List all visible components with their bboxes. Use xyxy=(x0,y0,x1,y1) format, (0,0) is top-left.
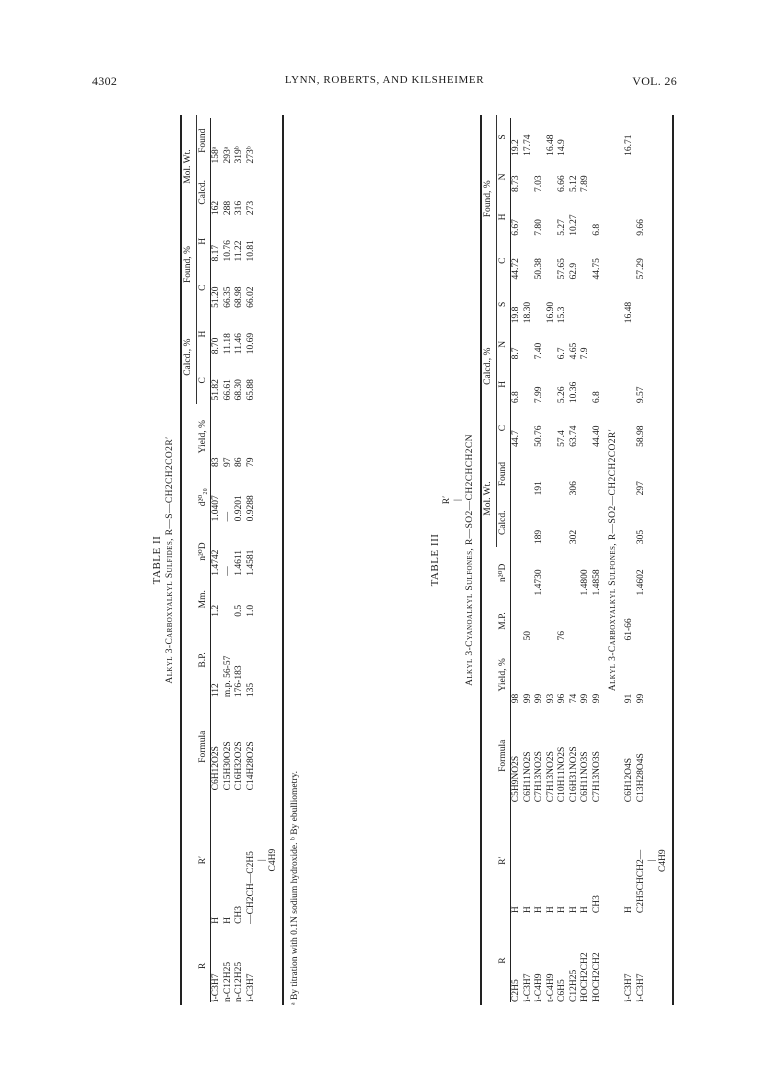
cell-found-s: 16.48 xyxy=(545,134,556,156)
cell-nd: 1.4730 xyxy=(534,569,544,596)
table-row xyxy=(592,115,604,1005)
cell-calcd-n xyxy=(592,326,604,362)
cell-r: HOCH2CH2 xyxy=(580,952,590,1002)
table-ii-caption: Alkyl 3-Carboxyalkyl Sulfides, R—S—CH2CH2CO2R′ xyxy=(165,436,175,684)
table-row xyxy=(580,115,592,1005)
cell-molwt-found xyxy=(546,450,558,498)
cell-formula: C6H11NO3S xyxy=(580,751,590,803)
cell-found-h: 6.67 xyxy=(511,219,521,236)
cell-yield: 93 xyxy=(545,693,556,704)
cell-calcd-s: 18.30 xyxy=(522,301,533,324)
cell-yield: 86 xyxy=(234,457,244,467)
cell-calcd-n xyxy=(636,326,670,362)
cell-calcd-h: 10.36 xyxy=(568,381,579,404)
table-row xyxy=(624,115,636,1005)
col-calcd-h: H xyxy=(497,380,508,388)
table-row xyxy=(569,115,581,1005)
cell-found-h xyxy=(580,195,592,239)
cell-calcd-h: 5.26 xyxy=(557,386,567,404)
cell-mp xyxy=(546,599,558,644)
cell-found-h: 10.27 xyxy=(568,214,579,236)
cell-molwt-calcd xyxy=(624,498,636,547)
cell-molwt-found: 297 xyxy=(635,481,646,496)
cell-found-c: 51.20 xyxy=(211,286,221,308)
cell-calcd-n: 7.9 xyxy=(580,347,590,360)
cell-yield: 99 xyxy=(635,693,646,704)
cell-found-n xyxy=(523,159,535,195)
cell-formula: C6H11NO2S xyxy=(522,751,533,803)
cell-nd xyxy=(523,547,535,598)
cell-found-s: 17.74 xyxy=(522,134,533,156)
cell-found-n xyxy=(636,159,670,195)
cell-r: t-C4H9 xyxy=(545,973,556,1002)
col-found-h: H xyxy=(497,213,508,221)
cell-yield: 99 xyxy=(591,693,602,704)
cell-molwt-calcd xyxy=(511,498,523,547)
cell-nd: 1.4611 xyxy=(234,549,244,576)
cell-molwt-calcd: 316 xyxy=(234,200,244,216)
cell-found-s xyxy=(592,115,604,159)
cell-r-prime: H xyxy=(557,906,567,914)
table-row xyxy=(557,115,569,1005)
cell-calcd-c: 57.4 xyxy=(557,430,567,447)
cell-found-h xyxy=(523,195,535,239)
cell-formula: C10H11NO2S xyxy=(557,746,567,803)
cell-mp: 76 xyxy=(557,631,567,641)
table-iii-subcaption: Alkyl 3-Carboxyalkyl Sulfones, R—SO2—CH2CH2CO2R′ xyxy=(608,428,618,692)
table-ii xyxy=(150,115,340,1005)
cell-bp: 135 xyxy=(245,682,256,698)
cell-nd: — xyxy=(222,566,233,576)
cell-calcd-h: 11.18 xyxy=(222,333,233,355)
cell-r-prime: CH3 xyxy=(234,905,244,924)
cell-found-h: 11.22 xyxy=(234,240,244,262)
cell-calcd-n xyxy=(546,326,558,362)
cell-found-n: 8.73 xyxy=(511,175,521,193)
cell-calcd-n: 6.7 xyxy=(557,347,567,360)
table-row xyxy=(246,115,280,1005)
cell-calcd-c: 66.61 xyxy=(222,379,233,401)
cell-yield: 97 xyxy=(222,457,233,467)
cell-calcd-s: 16.48 xyxy=(624,301,634,324)
cell-found-s: 16.71 xyxy=(624,134,634,156)
cell-r-prime xyxy=(636,805,670,916)
cell-bp: m.p. 56-57 xyxy=(222,655,233,698)
col-molwt-found: Found xyxy=(197,128,208,153)
cell-calcd-h: 10.69 xyxy=(245,332,256,355)
table-ii-grid xyxy=(182,115,279,1005)
cell-formula: C16H31NO2S xyxy=(568,746,579,803)
col-mp: M.P. xyxy=(497,612,508,630)
cell-calcd-h: 6.8 xyxy=(511,391,521,404)
cell-molwt-found xyxy=(624,450,636,498)
cell-r: i-C3H7 xyxy=(635,973,646,1002)
cell-calcd-h: 6.8 xyxy=(591,391,602,404)
cell-found-s xyxy=(580,115,592,159)
cell-density: 1.0407 xyxy=(211,495,221,522)
cell-found-h xyxy=(546,195,558,239)
cell-nd: 1.4742 xyxy=(211,549,221,576)
cell-found-h: 7.80 xyxy=(534,219,544,236)
page-number: 4302 xyxy=(92,74,118,88)
cell-r-prime: H xyxy=(522,906,533,914)
cell-found-c: 44.75 xyxy=(591,258,602,280)
cell-nd xyxy=(557,547,569,598)
cell-molwt-calcd xyxy=(546,498,558,547)
cell-calcd-c: 63.74 xyxy=(568,425,579,447)
cell-calcd-c: 51.82 xyxy=(211,379,221,401)
cell-r: i-C3H7 xyxy=(624,973,634,1002)
cell-calcd-n: 7.40 xyxy=(534,342,544,360)
cell-mp: 50 xyxy=(522,631,533,641)
col-calcd-c: C xyxy=(497,424,508,432)
cell-formula: C15H30O2S xyxy=(222,741,233,791)
cell-formula: C13H28O4S xyxy=(635,753,646,803)
col-calcd-s: S xyxy=(497,301,508,308)
col-calcd-h: H xyxy=(197,330,208,338)
table-row xyxy=(546,115,558,1005)
cell-mp xyxy=(636,599,670,644)
cell-molwt-found: 158ᵃ xyxy=(211,146,221,164)
cell-yield: 79 xyxy=(245,457,256,467)
cell-found-c xyxy=(523,239,535,283)
cell-yield: 99 xyxy=(534,693,544,704)
cell-r: n-C12H25 xyxy=(222,961,233,1002)
cell-calcd-n xyxy=(523,326,535,362)
cell-r: i-C3H7 xyxy=(522,973,533,1002)
branch-bond: | xyxy=(647,859,657,862)
cell-calcd-h xyxy=(523,362,535,406)
table-row xyxy=(223,115,235,1005)
cell-molwt-found: 273ᵇ xyxy=(245,146,256,164)
col-nd: n²⁰D xyxy=(497,563,508,582)
cell-calcd-s: 16.90 xyxy=(545,301,556,324)
col-yield: Yield, % xyxy=(197,420,208,454)
branch-group: C4H9 xyxy=(658,849,668,873)
cell-r-prime: H xyxy=(624,906,634,914)
cell-formula: C16H32O2S xyxy=(234,741,244,791)
cell-found-n: 7.03 xyxy=(534,175,544,193)
cell-molwt-found xyxy=(557,450,569,498)
volume-label: VOL. 26 xyxy=(632,74,677,88)
table-iii-body xyxy=(511,115,603,1005)
cell-found-s xyxy=(569,115,581,159)
cell-found-c: 44.72 xyxy=(511,258,521,280)
cell-calcd-s: 15.3 xyxy=(557,306,567,324)
cell-found-c: 66.35 xyxy=(222,286,233,308)
cell-found-h xyxy=(624,195,636,239)
cell-found-n xyxy=(546,159,558,195)
cell-molwt-found: 306 xyxy=(568,481,579,496)
cell-r-prime: H xyxy=(222,917,233,924)
cell-molwt-calcd xyxy=(592,498,604,547)
table-iii-caption: Alkyl 3-Cyanoalkyl Sulfones, R—SO2—CH2CHCH2CN xyxy=(465,434,475,686)
cell-found-s: 19.2 xyxy=(511,139,521,156)
cell-nd: 1.4581 xyxy=(245,549,256,576)
cell-r-prime: CH3 xyxy=(591,895,602,914)
cell-found-c: 57.65 xyxy=(557,258,567,280)
cell-calcd-c: 44.7 xyxy=(511,430,521,447)
cell-yield: 74 xyxy=(568,693,579,704)
cell-formula: C7H13NO3S xyxy=(591,751,602,803)
cell-r: C12H25 xyxy=(568,969,579,1002)
col-group-calcd: Calcd., % xyxy=(482,283,496,450)
cell-r-prime: H xyxy=(511,906,521,914)
cell-r-prime: H xyxy=(568,906,579,914)
cell-calcd-c: 44.40 xyxy=(591,425,602,447)
cell-calcd-h xyxy=(624,362,636,406)
cell-calcd-h: 7.99 xyxy=(534,386,544,404)
cell-r: C2H5 xyxy=(511,979,521,1002)
col-formula: Formula xyxy=(197,730,208,763)
cell-density: 0.9288 xyxy=(245,495,256,522)
cell-calcd-c xyxy=(523,406,535,450)
cell-nd: 1.4858 xyxy=(591,569,602,596)
cell-mm: 1.0 xyxy=(245,604,256,617)
table-iii-grid xyxy=(482,115,669,1005)
col-molwt-found: Found xyxy=(497,461,508,487)
cell-calcd-c: 50.76 xyxy=(534,425,544,447)
cell-found-n: 7.89 xyxy=(580,175,590,193)
col-group-found: Found, % xyxy=(182,218,196,311)
col-group-found: Found, % xyxy=(482,115,496,283)
running-title: LYNN, ROBERTS, AND KILSHEIMER xyxy=(284,74,485,86)
cell-nd: 1.4602 xyxy=(635,569,646,596)
cell-calcd-c xyxy=(624,406,636,450)
cell-molwt-calcd: 273 xyxy=(245,200,256,216)
cell-molwt-calcd xyxy=(580,498,592,547)
cell-molwt-found: 319ᵇ xyxy=(234,146,244,164)
cell-found-c: 68.98 xyxy=(234,286,244,308)
table-row xyxy=(534,115,546,1005)
table-row xyxy=(211,115,223,1005)
table-row xyxy=(511,115,523,1005)
col-found-h: H xyxy=(197,237,208,245)
cell-molwt-found xyxy=(523,450,535,498)
cell-molwt-found xyxy=(580,450,592,498)
cell-calcd-h: 11.46 xyxy=(234,333,244,355)
cell-r: i-C3H7 xyxy=(245,973,256,1002)
cell-molwt-calcd: 302 xyxy=(568,529,579,545)
cell-found-c xyxy=(546,239,558,283)
cell-found-c: 50.38 xyxy=(534,258,544,280)
cell-found-h: 9.66 xyxy=(635,219,646,236)
cell-formula: C6H12O4S xyxy=(624,757,634,803)
cell-molwt-found: 293ᵃ xyxy=(222,146,233,164)
branch-group: C4H9 xyxy=(268,848,278,872)
table-iii-label: TABLE III xyxy=(429,533,441,587)
caption-branch-group: R′ xyxy=(442,495,452,505)
col-found-c: C xyxy=(497,257,508,264)
cell-found-n: 6.66 xyxy=(557,175,567,193)
col-r: R xyxy=(497,957,508,964)
cell-yield: 99 xyxy=(522,693,533,704)
cell-r-prime-chain: —CH2CH—C2H5 xyxy=(245,851,256,924)
col-r: R xyxy=(197,962,208,970)
cell-mp xyxy=(580,599,592,644)
cell-calcd-h: 9.57 xyxy=(635,386,646,404)
cell-formula: C14H28O2S xyxy=(245,741,256,791)
col-calcd-n: N xyxy=(497,340,508,348)
cell-yield: 99 xyxy=(580,693,590,704)
cell-nd xyxy=(511,547,523,598)
cell-calcd-s: 19.8 xyxy=(511,306,521,324)
cell-r-prime: H xyxy=(545,906,556,914)
cell-molwt-found: 191 xyxy=(534,481,544,496)
cell-mp xyxy=(534,599,546,644)
col-calcd-c: C xyxy=(197,377,208,384)
cell-mm: 0.5 xyxy=(234,604,244,617)
col-nd: n²⁰D xyxy=(197,542,208,561)
cell-formula: C7H13NO2S xyxy=(534,751,544,803)
col-group-molwt: Mol. Wt. xyxy=(482,450,496,547)
cell-calcd-s xyxy=(636,283,670,327)
cell-found-h: 6.8 xyxy=(591,223,602,236)
col-bp: B.P. xyxy=(197,652,208,668)
cell-density: 0.9201 xyxy=(234,495,244,522)
cell-found-s xyxy=(636,115,670,159)
cell-formula: C6H12O2S xyxy=(211,746,221,791)
col-formula: Formula xyxy=(497,739,508,772)
cell-r-prime: H xyxy=(580,906,590,914)
cell-mp xyxy=(592,599,604,644)
table-iii-body-2 xyxy=(624,115,669,1005)
table-iii-caption-branch xyxy=(442,115,464,885)
cell-r: HOCH2CH2 xyxy=(591,952,602,1002)
cell-r-prime: H xyxy=(211,917,221,924)
cell-found-c xyxy=(624,239,636,283)
cell-molwt-calcd: 189 xyxy=(534,529,544,545)
cell-molwt-found xyxy=(592,450,604,498)
table-row xyxy=(636,115,670,1005)
col-found-c: C xyxy=(197,284,208,291)
cell-r: i-C3H7 xyxy=(211,973,221,1002)
cell-found-h: 10.76 xyxy=(222,240,233,262)
table-row xyxy=(523,115,535,1005)
cell-found-n xyxy=(592,159,604,195)
cell-found-c xyxy=(580,239,592,283)
cell-molwt-calcd xyxy=(523,498,535,547)
cell-yield: 83 xyxy=(211,457,221,467)
cell-found-c: 57.29 xyxy=(635,258,646,280)
cell-r: C6H5 xyxy=(557,979,567,1002)
cell-calcd-h: 8.70 xyxy=(211,337,221,355)
cell-mp: 61-66 xyxy=(624,618,634,641)
cell-found-s xyxy=(534,115,546,159)
col-r-prime: R′ xyxy=(197,855,208,865)
cell-calcd-n xyxy=(624,326,636,362)
cell-mm: 1.2 xyxy=(211,604,221,617)
cell-found-h: 5.27 xyxy=(557,219,567,236)
cell-found-n: 5.12 xyxy=(568,175,579,193)
col-molwt-calcd: Calcd. xyxy=(197,180,208,205)
table-ii-label: TABLE II xyxy=(151,535,163,585)
caption-branch-bond: | xyxy=(453,499,463,501)
cell-calcd-s xyxy=(534,283,546,327)
cell-r: n-C12H25 xyxy=(234,961,244,1002)
cell-r-prime: H xyxy=(534,906,544,914)
cell-nd xyxy=(624,547,636,598)
col-group-molwt: Mol. Wt. xyxy=(182,115,196,218)
cell-calcd-s xyxy=(592,283,604,327)
cell-nd xyxy=(569,547,581,598)
cell-formula: C5H9NO2S xyxy=(511,755,521,803)
cell-yield: 96 xyxy=(557,693,567,704)
cell-found-c: 66.02 xyxy=(245,286,256,308)
cell-calcd-c xyxy=(580,406,592,450)
cell-found-n xyxy=(624,159,636,195)
cell-calcd-h xyxy=(580,362,592,406)
cell-calcd-c: 68.30 xyxy=(234,379,244,401)
cell-molwt-calcd: 162 xyxy=(211,200,221,216)
cell-formula: C7H13NO2S xyxy=(545,751,556,803)
cell-r: i-C4H9 xyxy=(534,973,544,1002)
cell-calcd-s xyxy=(569,283,581,327)
cell-mm xyxy=(223,579,235,620)
cell-molwt-calcd: 288 xyxy=(222,200,233,216)
table-row xyxy=(234,115,246,1005)
cell-calcd-c: 65.88 xyxy=(245,379,256,401)
cell-mp xyxy=(569,599,581,644)
cell-found-h: 8.17 xyxy=(211,244,221,262)
cell-mp xyxy=(511,599,523,644)
cell-r-prime-chain: C2H5CHCH2— xyxy=(635,849,646,914)
cell-nd xyxy=(546,547,558,598)
col-found-s: S xyxy=(497,134,508,140)
col-yield: Yield, % xyxy=(497,658,508,692)
col-r-prime: R′ xyxy=(497,856,508,865)
cell-calcd-n: 8.7 xyxy=(511,347,521,360)
cell-found-h: 10.81 xyxy=(245,240,256,262)
col-density: d²⁰₂₀ xyxy=(197,488,208,507)
cell-calcd-n: 4.65 xyxy=(568,342,579,360)
branch-bond: | xyxy=(257,859,267,862)
cell-calcd-s xyxy=(580,283,592,327)
cell-yield: 98 xyxy=(511,693,521,704)
cell-found-c: 62.9 xyxy=(568,262,579,280)
table-ii-footnote: ᵃ By titration with 0.1N sodium hydroxide. ᵇ By ebulliometry. xyxy=(290,771,300,1005)
col-molwt-calcd: Calcd. xyxy=(497,510,508,536)
cell-molwt-calcd xyxy=(557,498,569,547)
col-found-n: N xyxy=(497,173,508,181)
cell-bp: 112 xyxy=(211,683,221,698)
col-group-calcd: Calcd., % xyxy=(182,311,196,404)
cell-calcd-h xyxy=(546,362,558,406)
cell-density: — xyxy=(222,511,233,522)
cell-calcd-c: 58.98 xyxy=(635,425,646,447)
cell-nd: 1.4800 xyxy=(580,569,590,596)
cell-molwt-calcd: 305 xyxy=(635,529,646,545)
cell-molwt-found xyxy=(511,450,523,498)
cell-yield: 91 xyxy=(624,693,634,704)
col-mm: Mm. xyxy=(197,590,208,609)
cell-bp: 176-183 xyxy=(234,665,244,698)
cell-calcd-c xyxy=(546,406,558,450)
table-iii xyxy=(428,115,769,1005)
cell-found-s: 14.9 xyxy=(557,139,567,156)
cell-r-prime xyxy=(246,793,280,927)
